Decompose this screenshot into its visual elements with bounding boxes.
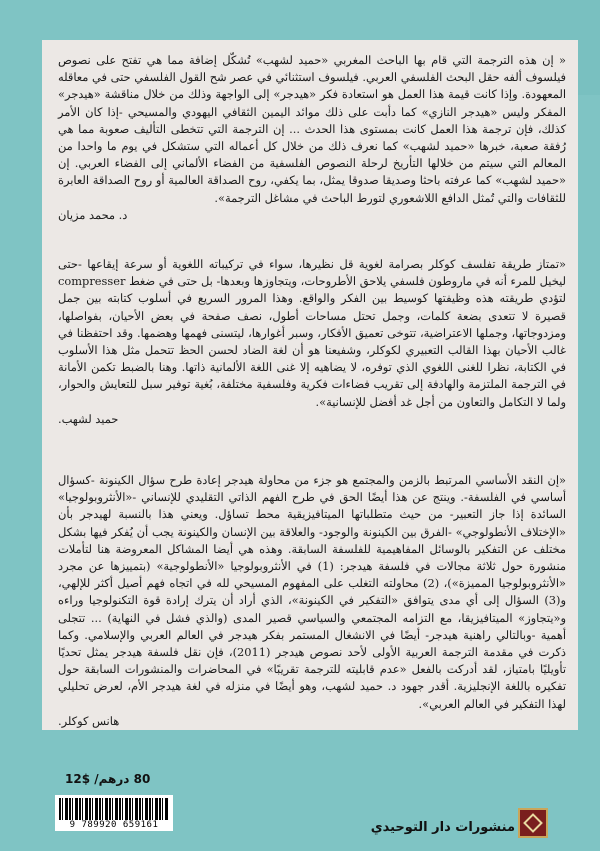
- blurb-2-text: «تمتاز طريقة تفلسف كوكلر بصرامة لغوية قل نظيرها، سواء في تركيباته اللغوية أو سرعة إيقاعها -حتى ليخيل للمرء أنه في ماروطون فلسفي يلاحق الأطروحات، ويتجاوزها وبعدها- بل حتى في ضغط compresser لتؤدي طريقته هذه وظيفتها كوسيط بين الفكر والواقع. وهذا المرور السريع في أسلوب كتابته بين جمل قصيرة لا تتعدى بضعة كلمات، وجمل تحتل مساحات أطول، نصف صفحة في بعض الأحيان، بفواصلها، ومزدوجاتها، وجملها الاعتراضية، تتوخى تعميق الأفكار، وسبر أغوارها، ليتسنى فهمها وهضمها. وقد احتفظنا في غالب الأحيان بهذا القالب التعبيري لكوكلر، وشفيعنا هو أن لغة الضاد لحسن الحظ تتحمل مثل هذا الأسلوب في الكتابة، نظرا للغنى اللغوي الذي توفره، لا يضاهيه إلا غنى اللغة الألمانية ذاتها. وهنا بالضبط تكمن الأمانة في الترجمة الملتزمة والهادفة إلى تقريب فضاءات فكرية وفلسفية مختلفة، بُغية توفير سبل للتعايش والحوار، ولما لا التكامل والتعاون من أجل غد أفضل للإنسانية».: [58, 257, 566, 409]
- barcode-number: 9 789920 659161: [69, 820, 159, 830]
- blurb-1-signature: د. محمد مزيان: [58, 207, 128, 222]
- blurb-2: [58, 256, 566, 428]
- publisher-logo-icon: [518, 808, 548, 838]
- blurb-3-signature: هانس كوكلر.: [58, 713, 120, 728]
- barcode-bars: [59, 798, 169, 820]
- blurb-1: [58, 52, 566, 224]
- blurb-2-signature: حميد لشهب.: [58, 411, 119, 426]
- logo-diamond: [523, 813, 543, 833]
- blurb-3: [58, 472, 566, 730]
- barcode: [55, 795, 173, 831]
- blurb-1-text: « إن هذه الترجمة التي قام بها الباحث المغربي «حميد لشهب» تُشكّل إضافة مما هي تفتح على نصوص فيلسوف ألفه حقل البحث الفلسفي العربي. فيلسوف استثنائي في عصر شح القول الفلسفي حتى في معاقله المعهودة. وإذا كانت قيمة هذا العمل هو استعادة فكر «هيدجر» إلى الواجهة وذلك من خلال مناقشة «هيدجر» المفكر وليس «هيدجر النازي» كما دأبت على ذلك موائد اليمين الثقافي اليهودي والمسيحي -إذا كان الأمر كذلك، فإن ترجمة هذا العمل كانت بمستوى هذا الحدث ... إن الترجمة التي تتخطى التأليف صعوبة مما هي رُفقة صعبة، خبرها «حميد لشهب» كما نعرف ذلك من خلال كل أعماله التي ستشكل في يوم ما واحدا من المعالم التي سيتم من خلالها التأريخ لرحلة النصوص الفلسفية من الفضاء الألماني إلى الفضاء العربي. إن «حميد لشهب» كما عرفته باحثا وصديقا صدوقا يمثل، بما يكفي، روح الصداقة العالمية أو روح الصداقة العابرة للثقافات والتي تُمثل الدافع اللاشعوري لتورط الباحث في مشاغل الترجمة».: [58, 53, 566, 205]
- blurb-3-text: «إن النقد الأساسي المرتبط بالزمن والمجتمع هو جزء من محاولة هيدجر إعادة طرح سؤال الكينونة -كسؤال أساسي في الفلسفة-. وينتج عن هذا أيضًا الحق في طرح الفهم الذاتي التقليدي للإنساني -«الأنثروبولوجيا» السائدة إذا جاز التعبير- من حيث متطلباتها الميتافيزيقية محط تساؤل. ويعني هذا بالنسبة لهيدجر بأن «الإختلاف الأنطولوجي» -الفرق بين الكينونة والوجود- والعلاقة بين الإنسان والكينونة يجب أن يُفكر فيها بشكل مختلف عن التفكير بالوسائل المفاهيمية للفلسفة السابقة. وهذه هي أيضا المشاكل المعروضة هنا لتأملات منشورة حول ثلاثة مجالات في فلسفة هيدجر: (1) في الأنثروبولوجيا «الأنطولوجية» (بتمييزها عن مجرد «الأنثروبولوجيا المميزة»)، (2) محاولته التغلب على المفهوم المسيحي لله في اتجاه فهم أصيل أكثر للإلهي، و(3) السؤال إلى أي مدى يتوافق «التفكير في الكينونة»، الذي أراد أن يترك إرادة قوة التكنولوجيا وراءه و«يتجاوز» الميتافيزيقا، مع التزامه المجتمعي والسياسي قصير المدى (والذي فشل في النهاية) ... تتجلى أهمية -وبالتالي راهنية هيدجر- أيضًا في الانشغال المستمر بفكر هيدجر في العالم العربي والإسلامي. وكما ذكرت في مقدمة الترجمة العربية الأولى لأحد نصوص هيدجر (2011)، فإن نقل فلسفة هيدجر يمثل تحديًا تأويليًا بامتياز، لقد أدركت بالفعل «عدم قابليته للترجمة تقريبًا» في المحاضرات والمنشورات السابقة حول تفكيره باللغة الإنجليزية. أقدر جهود د. حميد لشهب، وهو أيضًا في منزله في لغة هيدجر الأم، لعرض تحليلي لهذا التفكير في العالم العربي».: [58, 473, 566, 711]
- price-label: 80 درهم/ $12: [65, 772, 151, 786]
- publisher-name: منشورات دار التوحيدي: [370, 820, 515, 835]
